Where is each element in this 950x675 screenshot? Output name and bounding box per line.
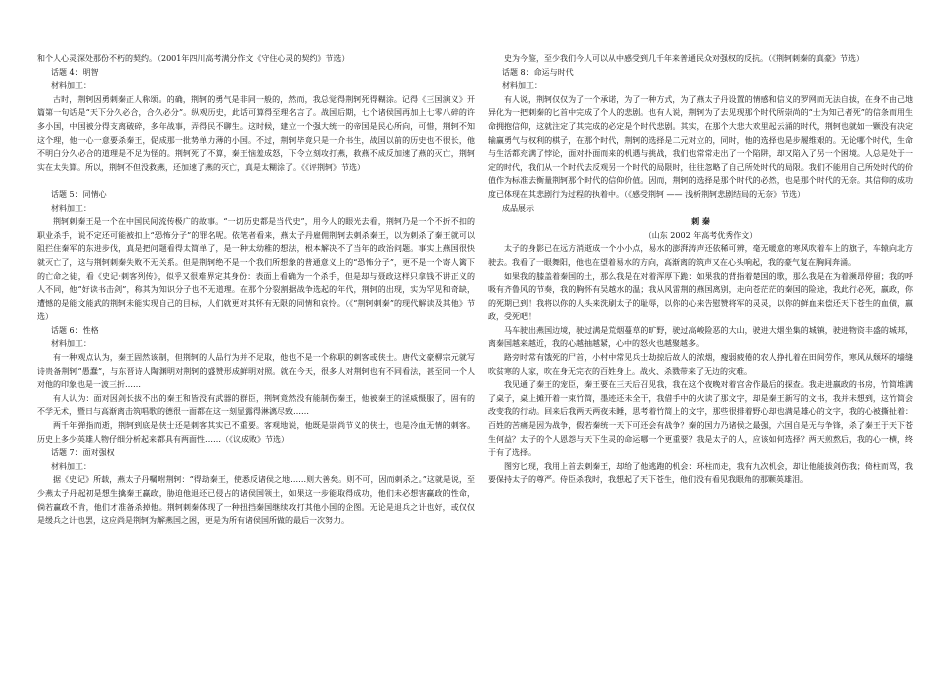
essay-paragraph: 马车驶出燕国边境，驶过满是荒烟蔓草的旷野，驶过高峻险恶的大山，驶进大烟坐集的城镇，驶进物资丰盛的城邦，离秦国越来越近，我的心越抽越紧，心中的怒火也越聚越多。 [488,325,913,349]
intro-text: 和个人心灵深处那份不朽的契约。（2001年四川高考满分作文《守住心灵的契约》节选） [37,54,350,63]
topic4-material-label: 材料加工： [51,81,91,91]
topic6-text-2: 有人认为：面对因剑长拔不出的秦王和皆没有武器的群臣，荆轲竟然没有能制伤秦王，他被秦王的淫威慑服了，固有的不学无术，暨日与高渐离击筑唱歌的德很一面都在这一刻显露得淋漓尽致…… [37,393,475,417]
topic8-text: 有人说，荆轲仅仅为了一个承诺，为了一种方式，为了燕太子丹设置的情感和信义的罗网而无法自拔，在身不由己地异化为一把刺秦的匕首中完成了个人的悲剧。也有人说，荆轲为了去见现那个时代所崇尚的“士为知己者死”的信条而用生命拥抱信仰，这就注定了其完成的必定是个时代悲剧。其实，在那个大悲大欢里起云涌的时代，荆轲也就如一颗没有决定输赢勇气与权利的棋子，在那个时代，荆轲的选择是二元对立的，同时，他的选择也是步履维艰的。无论哪个时代，生命与生活都充满了悖论，面对扑面而来的机遇与挑战，我们也常常走出了一个陷阱，却又陷入了另一个困境。人总是处于一定的时代，我们从一个时代去反观另一个时代的局限时，往往忽略了自己所处时代的局限。我们不能用自己所处时代的价值作为标准去衡量荆轲那个时代的信仰价值。因而，荆轲的选择是那个时代的必然，也是那个时代的无奈。其信仰的成功度已体现在其悲剧行为过程的执着中。（《感受荆轲 —— 浅析荆轲悲剧结局的无奈》节选） [488,94,913,199]
essay-paragraph: 图穷匕现，我用上首去刺秦王，却给了他逃跑的机会：环柱而走，我有九次机会，却让他能拔剑伤我；倚柱而骂，我要保持太子的尊严。侍臣杀我时，我想起了天下苍生，他们没有看见我眼角的那颗英雄泪。 [488,461,913,485]
essay-title: 刺 秦 [691,216,710,227]
essay-paragraph: 太子的身影已在远方消逝成一个小小点，易水的澎湃涛声还依稀可辨，毫无暖意的寒风吹着车上的旗子，车辕向北方驶去。我看了一眼舞阳，他也在望着易水的方向，高渐离的筑声又在心头响起，我的豪气复在胸间奔涌。 [488,244,913,267]
essay-paragraph: 路旁时常有饿死的尸首，小村中常见兵士劫掠后故人的浓烟，瘦弱疲倦的农人挣扎着在田间劳作，寒风从颓坏的墙缝吹贫寒的人家，吹在身无完衣的百姓身上。战火、杀戮带来了无边的灾难。 [488,353,913,376]
topic4-heading: 话题 4：明智 [51,67,99,77]
topic4-text: 古时，荆轲因勇刺秦正人称颂。的确，荆轲的勇气是非同一般的，然而，我总觉得荆轲死得糊涂。记得《三国演义》开篇第一句话是“天下分久必合，合久必分”。纵观历史，此话可算得至理名言了。战国后期，七个诸侯国再加上七零八碎的许多小国，中国被分得支离破碎，多年战事，弄得民不聊生。这时候，建立一个强大统一的帝国是民心所向，可惜，荆轲不知这个理，他一心一意要杀秦王，促成那一批势单力薄的小国。不过，荆轲毕竟只是一介书生，战国以前的历史也不很长，他不明白分久必合的道理是不足为怪的。荆轲死了不算，秦王恼羞成怒，下令立刻攻打燕，救燕不成反加速了燕的灭亡，荆轲实在太失算。所以，荆轲不但没救燕，还加速了燕的灭亡，真是太糊涂了。《《评荆轲》节选） [37,94,475,172]
essay-paragraph: 我见通了秦王的宠臣，秦王要在三天后召见我，我在这个夜晚对着宫舍作最后的探查。我走进嬴政的书房，竹简堆满了桌子，桌上摊开着一束竹简，墨迹还未全干，我借手中的火读了那文字，却是秦王新写的文书，我并未想到，这竹简会改变我的行动。回来后我两天两夜未睡，思考着竹简上的文字，那些很排着野心却也满是雄心的文字，我的心被撕扯着：百姓的苦痛是因为战争，假若秦统一天下可还会有战争？秦的国力乃诸侯之最强，六国自是无与争锋，杀了秦王于天下苍生何益？太子的个人恩怨与天下生灵的命运哪一个更重要？我是太子的人，应该如何选择？两天煎熬后，我的心一横，终于有了选择。 [488,380,913,458]
essay-paragraph: 如果我的膝盖着秦国的土，那么我是在对着浑厚下跪：如果我的背指着楚国的歌，那么我是在为着濒昂停留；我的呼吸有齐鲁风的节奏，我的胸怀有吴越水的温；我从风雷荆的燕国离别，走向苍茫茫的秦国的险途，我此行必死，嬴政，你的死期已到！我将以你的人头来洗刷太子的耻辱，以你的心来告慰赞将军的灵灵，以你的鲜血来偿还天下苍生的血债，嬴政，受死吧！ [488,271,913,322]
topic7-text: 据《史记》所载，燕太子丹嘱咐荆轲：“得劫秦王，使悉反诸侯之地……则大善矣。则不可，因而刺杀之。”这就是说，至少燕太子丹起初是想生擒秦王赢政，胁迫他退还已侵占的诸侯国领土，如果这一步能取得成功，他们未必想害赢政的性命，倘若赢政不肯，他们才准备杀掉他。荆轲刺秦体现了一种扭挡秦国继续攻打其他小国的企图。无论是退兵之计也好，或仅仅是缓兵之计也罢，这应尚是荆轲为解燕国之困，更是为所有诸侯国所做的最后一次努力。 [37,475,475,526]
left-column [37,52,475,652]
spacer [37,174,475,188]
topic8-material-label: 材料加工： [502,81,542,91]
topic7-heading: 话题 7：面对强权 [51,448,115,458]
topic5-heading: 话题 5：同情心 [51,189,107,199]
topic7-material-label: 材料加工： [51,461,91,471]
topic5-text: 荆轲刺秦王是一个在中国民间流传极广的故事。“一切历史都是当代史”，用今人的眼光去看，荆轲乃是一个不折不扣的职业杀手，说不定还可能被扣上“恐怖分子”的罪名呢。依笔者看来，燕太子丹雇佣荆轲去刺杀秦王，以为刺杀了秦王就可以阻拦住秦军的东进步伐，真是把问题看得太简单了，是一种太幼稚的想法，根本解决不了当年的政治问题。事实上燕国很快就灭亡了，这与荆轲刺秦失败不无关系。但是荆轲绝不是一个我们所想象的普通意义上的“恐怖分子”，更不是一个寄人篱下的亡命之徒，看《史记·刺客列传》，似乎又很难界定其身份：表面上看确为一个杀手，但是却与聂政这样只拿钱不讲正义的人不同，他“好读书击剑”，称其为知识分子也不无道理。在那个分裂割据战争选起的年代，荆轲的出现，实为罕见和奇缺，遭憾的是能文能武的荆轲未能实现自己的目标，人们就更对其怀有无限的同情和哀怜。（《“荆轲刺秦”的现代解读及其他》节选） [37,217,475,322]
showcase-label: 成品展示 [502,203,534,213]
topic6-text-3: 两千年弹指而逝，荆轲到底是侠士还是刺客其实已不重要。客观地说，他既是崇尚节义的侠士，也是冷血无情的刺客。历史上多少英雄人物仔细分析起来都具有两面性……（《议成败》节选） [37,421,475,444]
carry-text: 史为今鉴，至少我们今人可以从中感受到几千年来普通民众对强权的反抗。（《荆轲刺秦的真豪》节选） [504,54,864,63]
right-column [488,52,913,652]
topic6-text-1: 有一种观点认为，秦王固然该制，但荆轲的人品行为并不足取，他也不是一个称职的刺客或侠士。唐代文豪柳宗元就写诗贵备荆轲“愚蠢”，与东晋诗人陶渊明对荆轲的盛赞形成鲜明对照。就在今天，很多人对荆轲也有不同看法，甚至同一个人对他的印象也是一波三折…… [37,353,475,390]
topic8-heading: 话题 8：命运与时代 [502,67,574,77]
topic5-material-label: 材料加工： [51,203,91,213]
topic6-heading: 话题 6：性格 [51,325,99,335]
essay-source: （山东 2002 年高考优秀作文） [643,230,758,240]
topic6-material-label: 材料加工： [51,339,91,349]
